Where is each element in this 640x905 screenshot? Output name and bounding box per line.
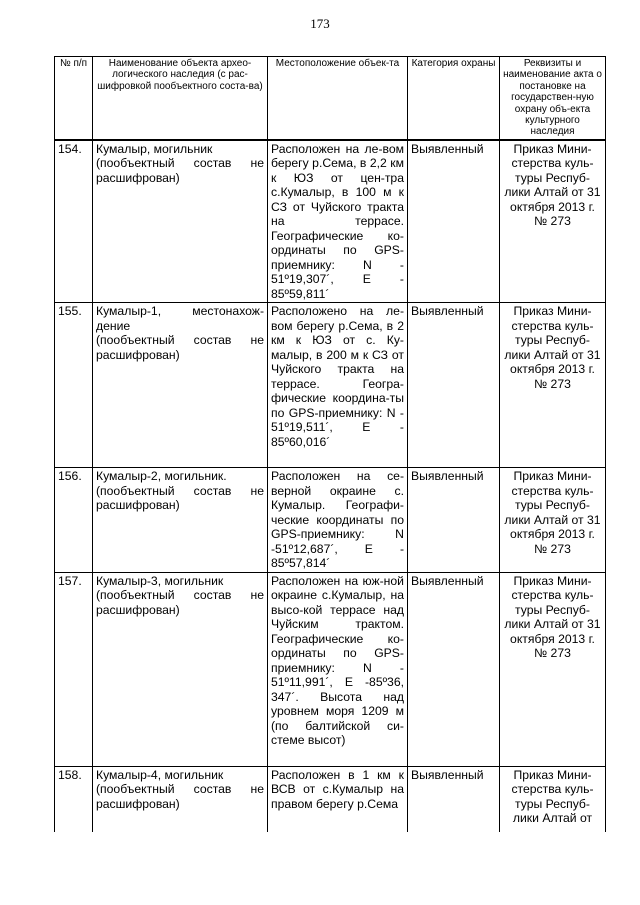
object-location: Расположен на ле-вом берегу р.Сема, в 2,2 км к ЮЗ от цен-тра с.Кумалыр, в 100 м к СЗ от Чуйского тракта на террасе. Географические ко-ординаты по GPS-приемнику: N - 51º19,307´, E - 85º59,811´: [268, 140, 408, 303]
object-location: Расположен в 1 км к ВСВ от с.Кумалыр на правом берегу р.Сема: [268, 766, 408, 832]
header-requisites: Реквизиты и наименование акта о постановке на государствен-ную охрану объ-екта культурного наследия: [500, 57, 606, 140]
object-composition-tail: расшифрован): [96, 347, 180, 362]
object-name: Кумалыр-4, могильник: [96, 767, 224, 782]
table-header: [55, 57, 606, 140]
header-category: Категория охраны: [408, 57, 500, 140]
object-name: Кумалыр-1, местонахож-: [96, 304, 264, 319]
header-name: Наименование объекта архео-логического наследия (с рас-шифровкой пообъектного соста-ва): [93, 57, 268, 140]
table-row: [55, 766, 606, 832]
object-name-cell: [93, 140, 268, 303]
object-composition-tail: расшифрован): [96, 170, 180, 185]
object-name: Кумалыр-3, могильник: [96, 573, 224, 588]
page-number: 173: [310, 16, 330, 31]
protection-act: Приказ Мини-стерства куль-туры Респуб-лики Алтай от 31 октября 2013 г. № 273: [500, 303, 606, 468]
protection-category: Выявленный: [408, 468, 500, 573]
object-name: Кумалыр, могильник: [96, 141, 213, 156]
object-name-cell: [93, 303, 268, 468]
protection-category: Выявленный: [408, 140, 500, 303]
header-num: № п/п: [55, 57, 93, 140]
row-number: 157.: [55, 572, 93, 766]
protection-category: Выявленный: [408, 572, 500, 766]
object-composition-tail: расшифрован): [96, 602, 180, 617]
object-location: Расположено на ле-вом берегу р.Сема, в 2 км к ЮЗ от с. Ку-малыр, в 200 м к СЗ от Чуйского тракта на террасе. Геогра-фические координа-ты по GPS-приемнику: N - 51º19,511´, E - 85º60,016´: [268, 303, 408, 468]
object-composition-tail: расшифрован): [96, 796, 180, 811]
object-name: Кумалыр-2, могильник.: [96, 469, 227, 484]
object-composition-tail: расшифрован): [96, 498, 180, 513]
object-name-cell: [93, 572, 268, 766]
protection-act: Приказ Мини-стерства куль-туры Респуб-лики Алтай от 31 октября 2013 г. № 273: [500, 140, 606, 303]
protection-act: Приказ Мини-стерства куль-туры Респуб-лики Алтай от 31 октября 2013 г. № 273: [500, 572, 606, 766]
object-name-continued: дение: [96, 318, 131, 333]
table-row: [55, 572, 606, 766]
row-number: 154.: [55, 140, 93, 303]
protection-category: Выявленный: [408, 766, 500, 832]
heritage-registry-table: [54, 56, 606, 832]
protection-act: Приказ Мини-стерства куль-туры Респуб-лики Алтай от 31 октября 2013 г. № 273: [500, 468, 606, 573]
protection-category: Выявленный: [408, 303, 500, 468]
object-composition: (пообъектный состав не: [96, 782, 264, 797]
object-name-cell: [93, 766, 268, 832]
object-location: Расположен на се-верной окраине с. Кумалыр. Географи-ческие координаты по GPS-приемнику: N -51º12,687´, E - 85º57,814´: [268, 468, 408, 573]
table-row: [55, 468, 606, 573]
object-name-cell: [93, 468, 268, 573]
object-composition: (пообъектный состав не: [96, 333, 264, 348]
row-number: 156.: [55, 468, 93, 573]
header-location: Местоположение объек-та: [268, 57, 408, 140]
table-row: [55, 303, 606, 468]
object-composition: (пообъектный состав не: [96, 588, 264, 603]
object-composition: (пообъектный состав не: [96, 483, 264, 498]
protection-act: Приказ Мини-стерства куль-туры Респуб-лики Алтай от: [500, 766, 606, 832]
object-composition: (пообъектный состав не: [96, 156, 264, 171]
object-location: Расположен на юж-ной окраине с.Кумалыр, на высо-кой террасе над Чуйским трактом. Географические ко-ординаты по GPS-приемнику: N - 51º11,991´, E -85º36, 347´. Высота над уровнем моря 1209 м (по балтийской си-стеме высот): [268, 572, 408, 766]
table-row: [55, 140, 606, 303]
row-number: 155.: [55, 303, 93, 468]
row-number: 158.: [55, 766, 93, 832]
